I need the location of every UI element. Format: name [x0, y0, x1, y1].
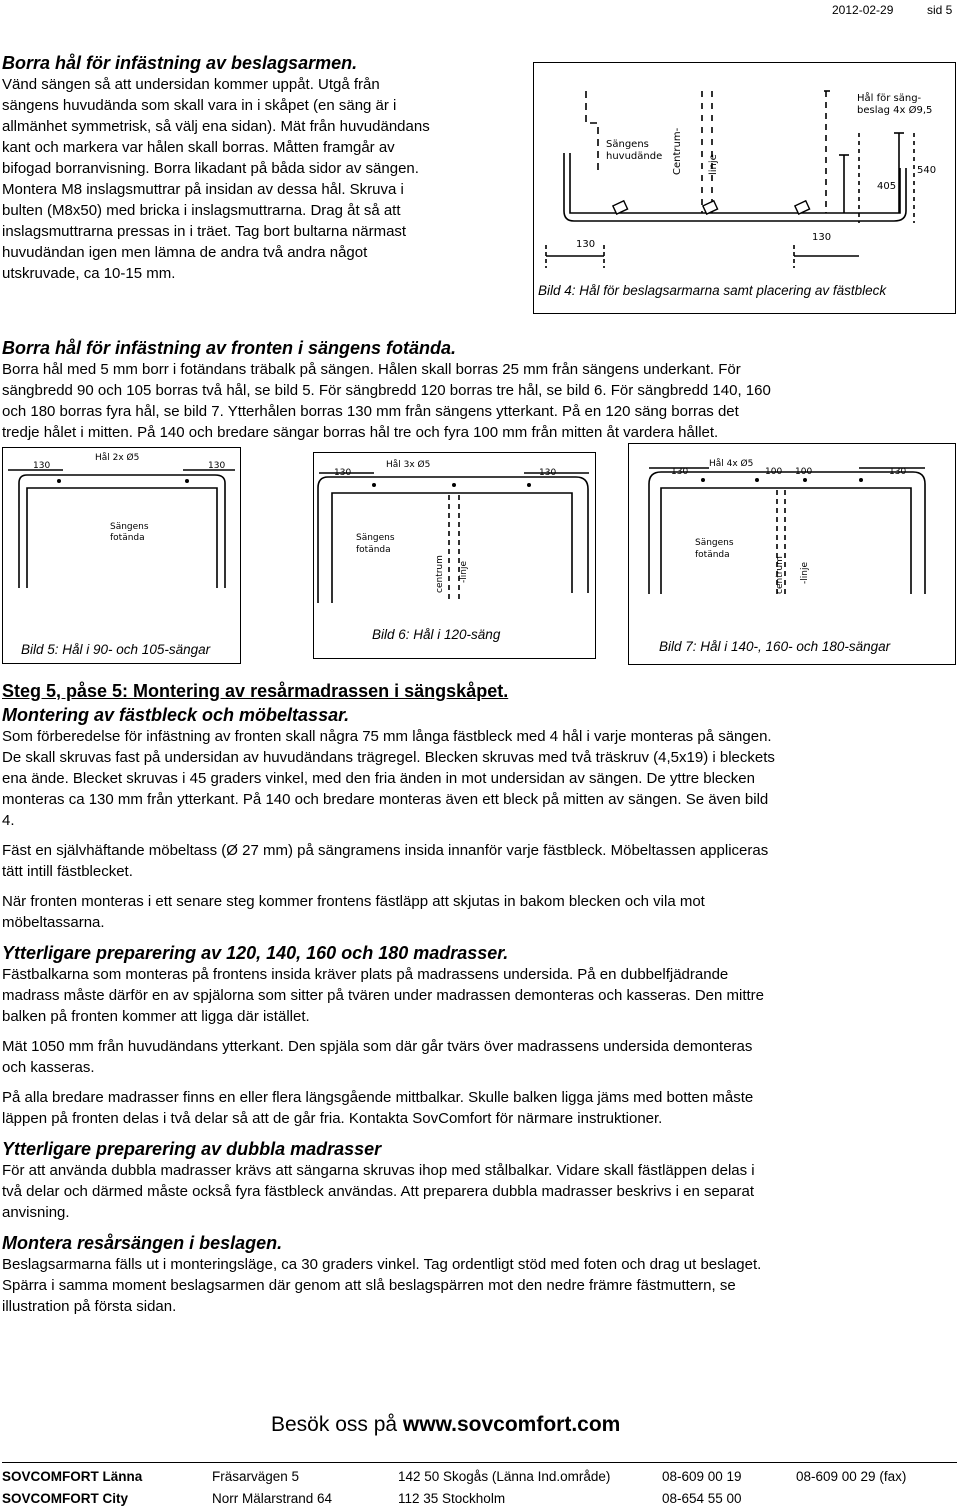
footer-brand-prefix: SOV: [2, 1491, 31, 1506]
figure-7: [628, 443, 956, 665]
step5-paragraph-3: [2, 891, 957, 933]
text-line: illustration på första sidan.: [2, 1298, 177, 1315]
text-line: För att använda dubbla madrasser krävs att sängarna skruvas ihop med stålbalkar. Vidare skall fästläppen delas i: [2, 1162, 755, 1179]
text-line: På alla bredare madrasser finns en eller flera längsgående mittbalkar. Skulle balken ligga jäms med botten måste: [2, 1089, 754, 1106]
intro-line: allmänhet symmetrisk, så välj ena sidan). Mät från huvudändans: [2, 118, 430, 135]
intro-line: bifogad borranvisning. Borra likadant på båda sidor av sängen.: [2, 160, 419, 177]
text-line: Mät 1050 mm från huvudändans ytterkant. Den spjäla som där går tvärs över madrassens undersida demonteras: [2, 1038, 753, 1055]
fig7-label-2: fotända: [695, 550, 730, 560]
fig4-label-head-1: Sängens: [606, 139, 649, 150]
intro-line: Montera M8 inslagsmuttrar på insidan av dessa hål. Skruva i: [2, 181, 404, 198]
step5-section: [2, 680, 957, 1326]
footer-phone: 08-609 00 19: [662, 1469, 742, 1484]
footer-row-city: [2, 1488, 957, 1508]
fig6-dim-left: 130: [334, 468, 352, 478]
figure-6-caption: Bild 6: Hål i 120-säng: [372, 627, 501, 642]
footer-brand-prefix: SOV: [2, 1469, 31, 1484]
figure-4-drawing: [534, 63, 957, 315]
intro-line: huvudändan igen men lämna de andra två andra något: [2, 244, 368, 261]
fig5-dim-left: 130: [33, 461, 51, 471]
figure-5: [2, 447, 241, 664]
extra-prep-paragraph-2: [2, 1036, 957, 1078]
fig4-label-center-2: linje: [708, 154, 719, 175]
footer-brand-name: COMFORT City: [30, 1491, 129, 1506]
double-mattress-title: Ytterligare preparering av dubbla madrasser: [2, 1139, 382, 1159]
fig5-holes: Hål 2x Ø5: [95, 453, 140, 463]
intro-line: utskruvade, ca 10-15 mm.: [2, 265, 176, 282]
text-line: 4.: [2, 812, 15, 829]
text-line: Beslagsarmarna fälls ut i monteringsläge, ca 30 graders vinkel. Tag ordentligt stöd med foten och drag ut beslaget.: [2, 1256, 762, 1273]
footer-divider: [2, 1462, 957, 1463]
fig7-dim-mid1: 100: [765, 467, 783, 477]
fig5-label-2: fotända: [110, 533, 145, 543]
fig6-center-1: centrum: [435, 555, 445, 593]
fig4-label-holes-2: beslag 4x Ø9,5: [857, 105, 933, 116]
footer-brand-name: COMFORT Länna: [30, 1469, 143, 1484]
text-line: De skall skruvas fast på undersidan av huvudändans trägregel. Blecken skruvas med två träskruv (4,5x19) i bleckets: [2, 749, 775, 766]
footer-city: 112 35 Stockholm: [398, 1491, 506, 1506]
intro-title: Borra hål för infästning av beslagsarmen.: [2, 53, 358, 73]
fig5-dim-right: 130: [208, 461, 226, 471]
fig4-dim-540: 540: [917, 165, 937, 176]
front-holes-section: [2, 337, 957, 443]
figure-7-caption: Bild 7: Hål i 140-, 160- och 180-sängar: [659, 639, 891, 654]
fig7-dim-left: 130: [671, 467, 689, 477]
footer-phone: 08-654 55 00: [662, 1491, 742, 1506]
intro-section: [2, 52, 530, 284]
figure-5-caption: Bild 5: Hål i 90- och 105-sängar: [21, 642, 211, 657]
extra-prep-paragraph-3: [2, 1087, 957, 1129]
mount-paragraph: [2, 1254, 957, 1317]
fig4-label-center-1: Centrum-: [672, 127, 683, 175]
step5-title: Steg 5, påse 5: Montering av resårmadrassen i sängskåpet.: [2, 681, 509, 701]
footer-street: Norr Mälarstrand 64: [212, 1491, 333, 1506]
fig6-label-2: fotända: [356, 545, 391, 555]
double-mattress-paragraph: [2, 1160, 957, 1223]
front-holes-line: tredje hålet i mitten. På 140 och bredare sängar borras hål tre och fyra 100 mm från mitten åt vardera hållet.: [2, 424, 719, 441]
fig6-center-2: -linje: [459, 561, 469, 583]
figure-5-drawing: [3, 448, 242, 665]
front-holes-line: sängbredd 90 och 105 borras två hål, se bild 5. För sängbredd 120 borras tre hål, se bild 6. För sängbredd 140, 160: [2, 382, 771, 399]
intro-line: Vänd sängen så att undersidan kommer uppåt. Utgå från: [2, 76, 380, 93]
front-holes-line: och 180 borras fyra hål, se bild 7. Ytterhålen borras 130 mm från sängens ytterkant. På en 120 säng borras det: [2, 403, 739, 420]
text-line: balken på fronten kommer att ligga där istället.: [2, 1008, 310, 1025]
page-number: sid 5: [927, 3, 953, 17]
fig7-dim-mid2: 100: [795, 467, 813, 477]
text-line: läppen på fronten delas i två delar så att de går fria. Kontakta SovComfort för närmare instruktioner.: [2, 1110, 663, 1127]
footer-row-lanna: [2, 1466, 957, 1486]
text-line: Spärra i samma moment beslagsarmen där genom att slå beslagspärren mot den nedre främre fästmuttern, se: [2, 1277, 736, 1294]
fig6-holes: Hål 3x Ø5: [386, 460, 431, 470]
footer-street: Fräsarvägen 5: [212, 1469, 300, 1484]
intro-line: sängens huvudända som skall vara in i skåpet (en säng är i: [2, 97, 397, 114]
intro-line: kant och markera var hålen skall borras. Måtten framgår av: [2, 139, 395, 156]
text-line: När fronten monteras i ett senare steg kommer frontens fästläpp att skjutas in bakom blecken och vila mot: [2, 893, 705, 910]
step5-paragraph-2: [2, 840, 957, 882]
fig4-dim-405: 405: [877, 181, 897, 192]
fig7-center-1: centrum: [775, 556, 785, 594]
figure-4: [533, 62, 956, 314]
fig4-label-head-2: huvudände: [606, 151, 663, 162]
figure-4-caption: Bild 4: Hål för beslagsarmarna samt placering av fästbleck: [538, 283, 887, 298]
intro-line: inslagsmuttrarna pressas in i träet. Tag bort bultarna närmast: [2, 223, 407, 240]
fig5-label-1: Sängens: [110, 522, 149, 532]
fig4-dim-130-right: 130: [812, 232, 832, 243]
text-line: tätt intill fästblecket.: [2, 863, 133, 880]
text-line: möbeltassarna.: [2, 914, 105, 931]
footer-visit: [271, 1414, 620, 1435]
figure-6: [313, 452, 596, 659]
fig7-center-2: -linje: [800, 562, 810, 584]
fig4-dim-130-left: 130: [576, 239, 596, 250]
text-line: madrass måste därför en av spjälorna som sitter på tvären under madrassen demonteras och kasseras. Den mittre: [2, 987, 765, 1004]
text-line: två delar och därmed måste också fyra fästbleck användas. Att preparera dubbla madrasser beskrivs i en separat: [2, 1183, 755, 1200]
footer-fax: 08-609 00 29 (fax): [796, 1469, 907, 1484]
figure-7-drawing: [629, 444, 957, 666]
fig7-dim-right: 130: [889, 467, 907, 477]
footer-visit-text: Besök oss på: [271, 1413, 398, 1436]
text-line: Fäst en självhäftande möbeltass (Ø 27 mm) på sängramens insida innanför varje fästbleck. Möbeltassen appliceras: [2, 842, 769, 859]
fig6-dim-right: 130: [539, 468, 557, 478]
fig7-label-1: Sängens: [695, 538, 734, 548]
header-date: 2012-02-29: [832, 3, 894, 17]
intro-paragraph: [2, 74, 530, 284]
fig4-label-holes-1: Hål för säng-: [857, 93, 922, 104]
text-line: monteras ca 130 mm från ytterkant. På 140 och bredare monteras även ett bleck på mitten av sängen. Se även bild: [2, 791, 769, 808]
front-holes-title: Borra hål för infästning av fronten i sängens fotända.: [2, 338, 457, 358]
extra-prep-paragraph-1: [2, 964, 957, 1027]
text-line: anvisning.: [2, 1204, 70, 1221]
text-line: ena ände. Blecket skruvas i 45 graders vinkel, med den fria änden in mot undersidan av sängen. De yttre blecken: [2, 770, 755, 787]
fig6-label-1: Sängens: [356, 533, 395, 543]
intro-line: bulten (M8x50) med bricka i inslagsmuttrarna. Drag åt så att: [2, 202, 401, 219]
footer-city: 142 50 Skogås (Länna Ind.område): [398, 1469, 611, 1484]
text-line: Fästbalkarna som monteras på frontens insida kräver plats på madrassens undersida. På en dubbelfjädrande: [2, 966, 729, 983]
step5-subtitle: Montering av fästbleck och möbeltassar.: [2, 705, 350, 725]
footer-url-link[interactable]: www.sovcomfort.com: [402, 1413, 621, 1436]
front-holes-line: Borra hål med 5 mm borr i fotändans träbalk på sängen. Hålen skall borras 25 mm från sängens underkant. För: [2, 361, 741, 378]
text-line: och kasseras.: [2, 1059, 95, 1076]
text-line: Som förberedelse för infästning av fronten skall några 75 mm långa fästbleck med 4 hål i varje monteras på sängen.: [2, 728, 772, 745]
step5-paragraph-1: [2, 726, 957, 831]
mount-title: Montera resårsängen i beslagen.: [2, 1233, 283, 1253]
fig7-holes: Hål 4x Ø5: [709, 459, 754, 469]
extra-prep-title: Ytterligare preparering av 120, 140, 160 och 180 madrasser.: [2, 943, 509, 963]
